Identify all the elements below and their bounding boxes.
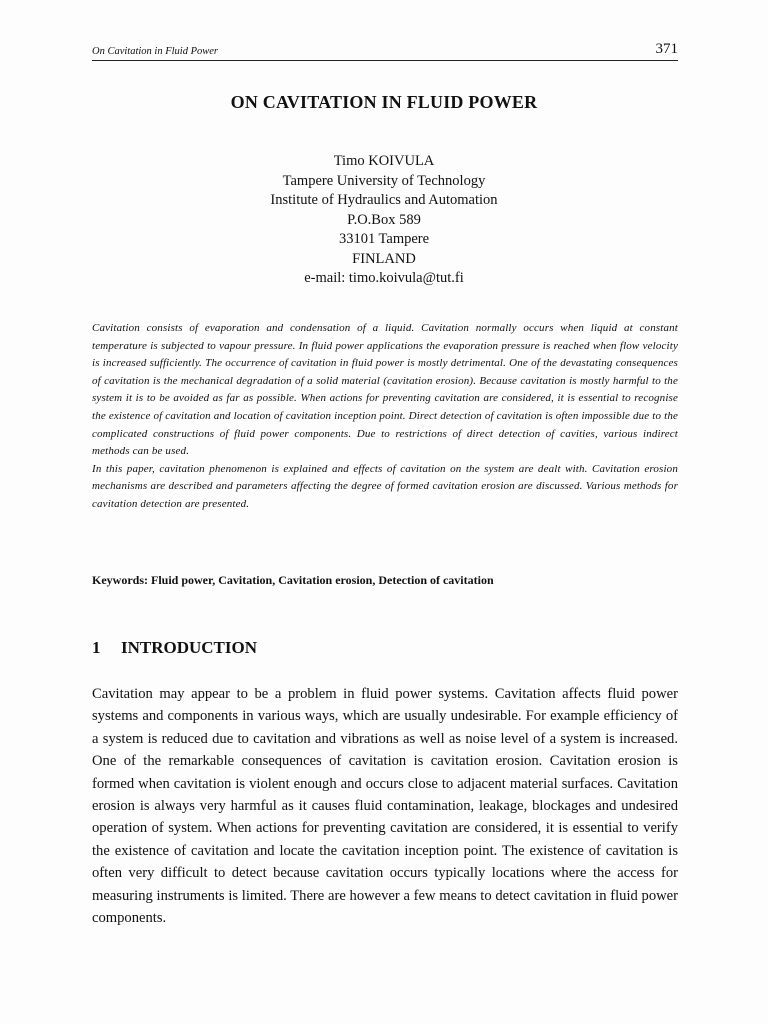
- abstract-paragraph: In this paper, cavitation phenomenon is explained and effects of cavitation on the system are dealt with. Cavitation erosion mechanisms are described and parameters affecting the degree of formed cavitation erosion are discussed. Various methods for cavitation detection are presented.: [92, 462, 678, 510]
- author-country: FINLAND: [352, 250, 416, 267]
- body-paragraph: Cavitation may appear to be a problem in fluid power systems. Cavitation affects fluid power systems and components in various ways, which are usually undesirable. For example efficiency of a system is reduced due to cavitation and vibrations as well as noise level of a system is increased. One of the remarkable consequences of cavitation is cavitation erosion. Cavitation erosion is formed when cavitation is violent enough and occurs close to adjacent material surfaces. Cavitation erosion is always very harmful as it causes fluid contamination, leakage, blockages and undesired operation of system. When actions for preventing cavitation are considered, it is essential to verify the existence of cavitation and locate the cavitation inception point. The existence of cavitation is often very difficult to detect because cavitation occurs typically locations where the access for measuring instruments is limited. There are however a few means to detect cavitation in fluid power components.: [92, 686, 678, 927]
- author-affiliation-university: Tampere University of Technology: [282, 172, 486, 189]
- author-affiliation-institute: Institute of Hydraulics and Automation: [270, 192, 498, 208]
- author-city: 33101 Tampere: [338, 231, 430, 247]
- section-body: [92, 683, 678, 929]
- paper-title: ON CAVITATION IN FLUID POWER: [230, 92, 538, 112]
- running-title: On Cavitation in Fluid Power: [92, 46, 218, 57]
- section-heading: [92, 638, 678, 658]
- section-number: 1: [92, 638, 101, 657]
- author-po-box: P.O.Box 589: [347, 211, 421, 228]
- abstract: [92, 320, 678, 514]
- keywords: Keywords: Fluid power, Cavitation, Cavitation erosion, Detection of cavitation: [92, 573, 494, 587]
- author-email: e-mail: timo.koivula@tut.fi: [304, 270, 464, 286]
- author-name: Timo KOIVULA: [333, 153, 435, 169]
- running-head: [92, 40, 678, 61]
- page-number: 371: [655, 41, 678, 57]
- author-block: [0, 152, 768, 289]
- section-title: INTRODUCTION: [121, 638, 258, 657]
- abstract-paragraph: Cavitation consists of evaporation and condensation of a liquid. Cavitation normally occurs when liquid at constant temperature is subjected to vapour pressure. In fluid power applications the evaporation pressure is reached when flow velocity is increased sufficiently. The occurrence of cavitation in fluid power is mostly detrimental. One of the devastating consequences of cavitation is the mechanical degradation of a solid material (cavitation erosion). Because cavitation is mostly harmful to the system it is to be avoided as far as possible. When actions for preventing cavitation are considered, it is essential to recognise the existence of cavitation and location of cavitation inception point. Direct detection of cavitation is often impossible due to the complicated constructions of fluid power components. Due to restrictions of direct detection of cavities, various indirect methods can be used.: [92, 322, 678, 458]
